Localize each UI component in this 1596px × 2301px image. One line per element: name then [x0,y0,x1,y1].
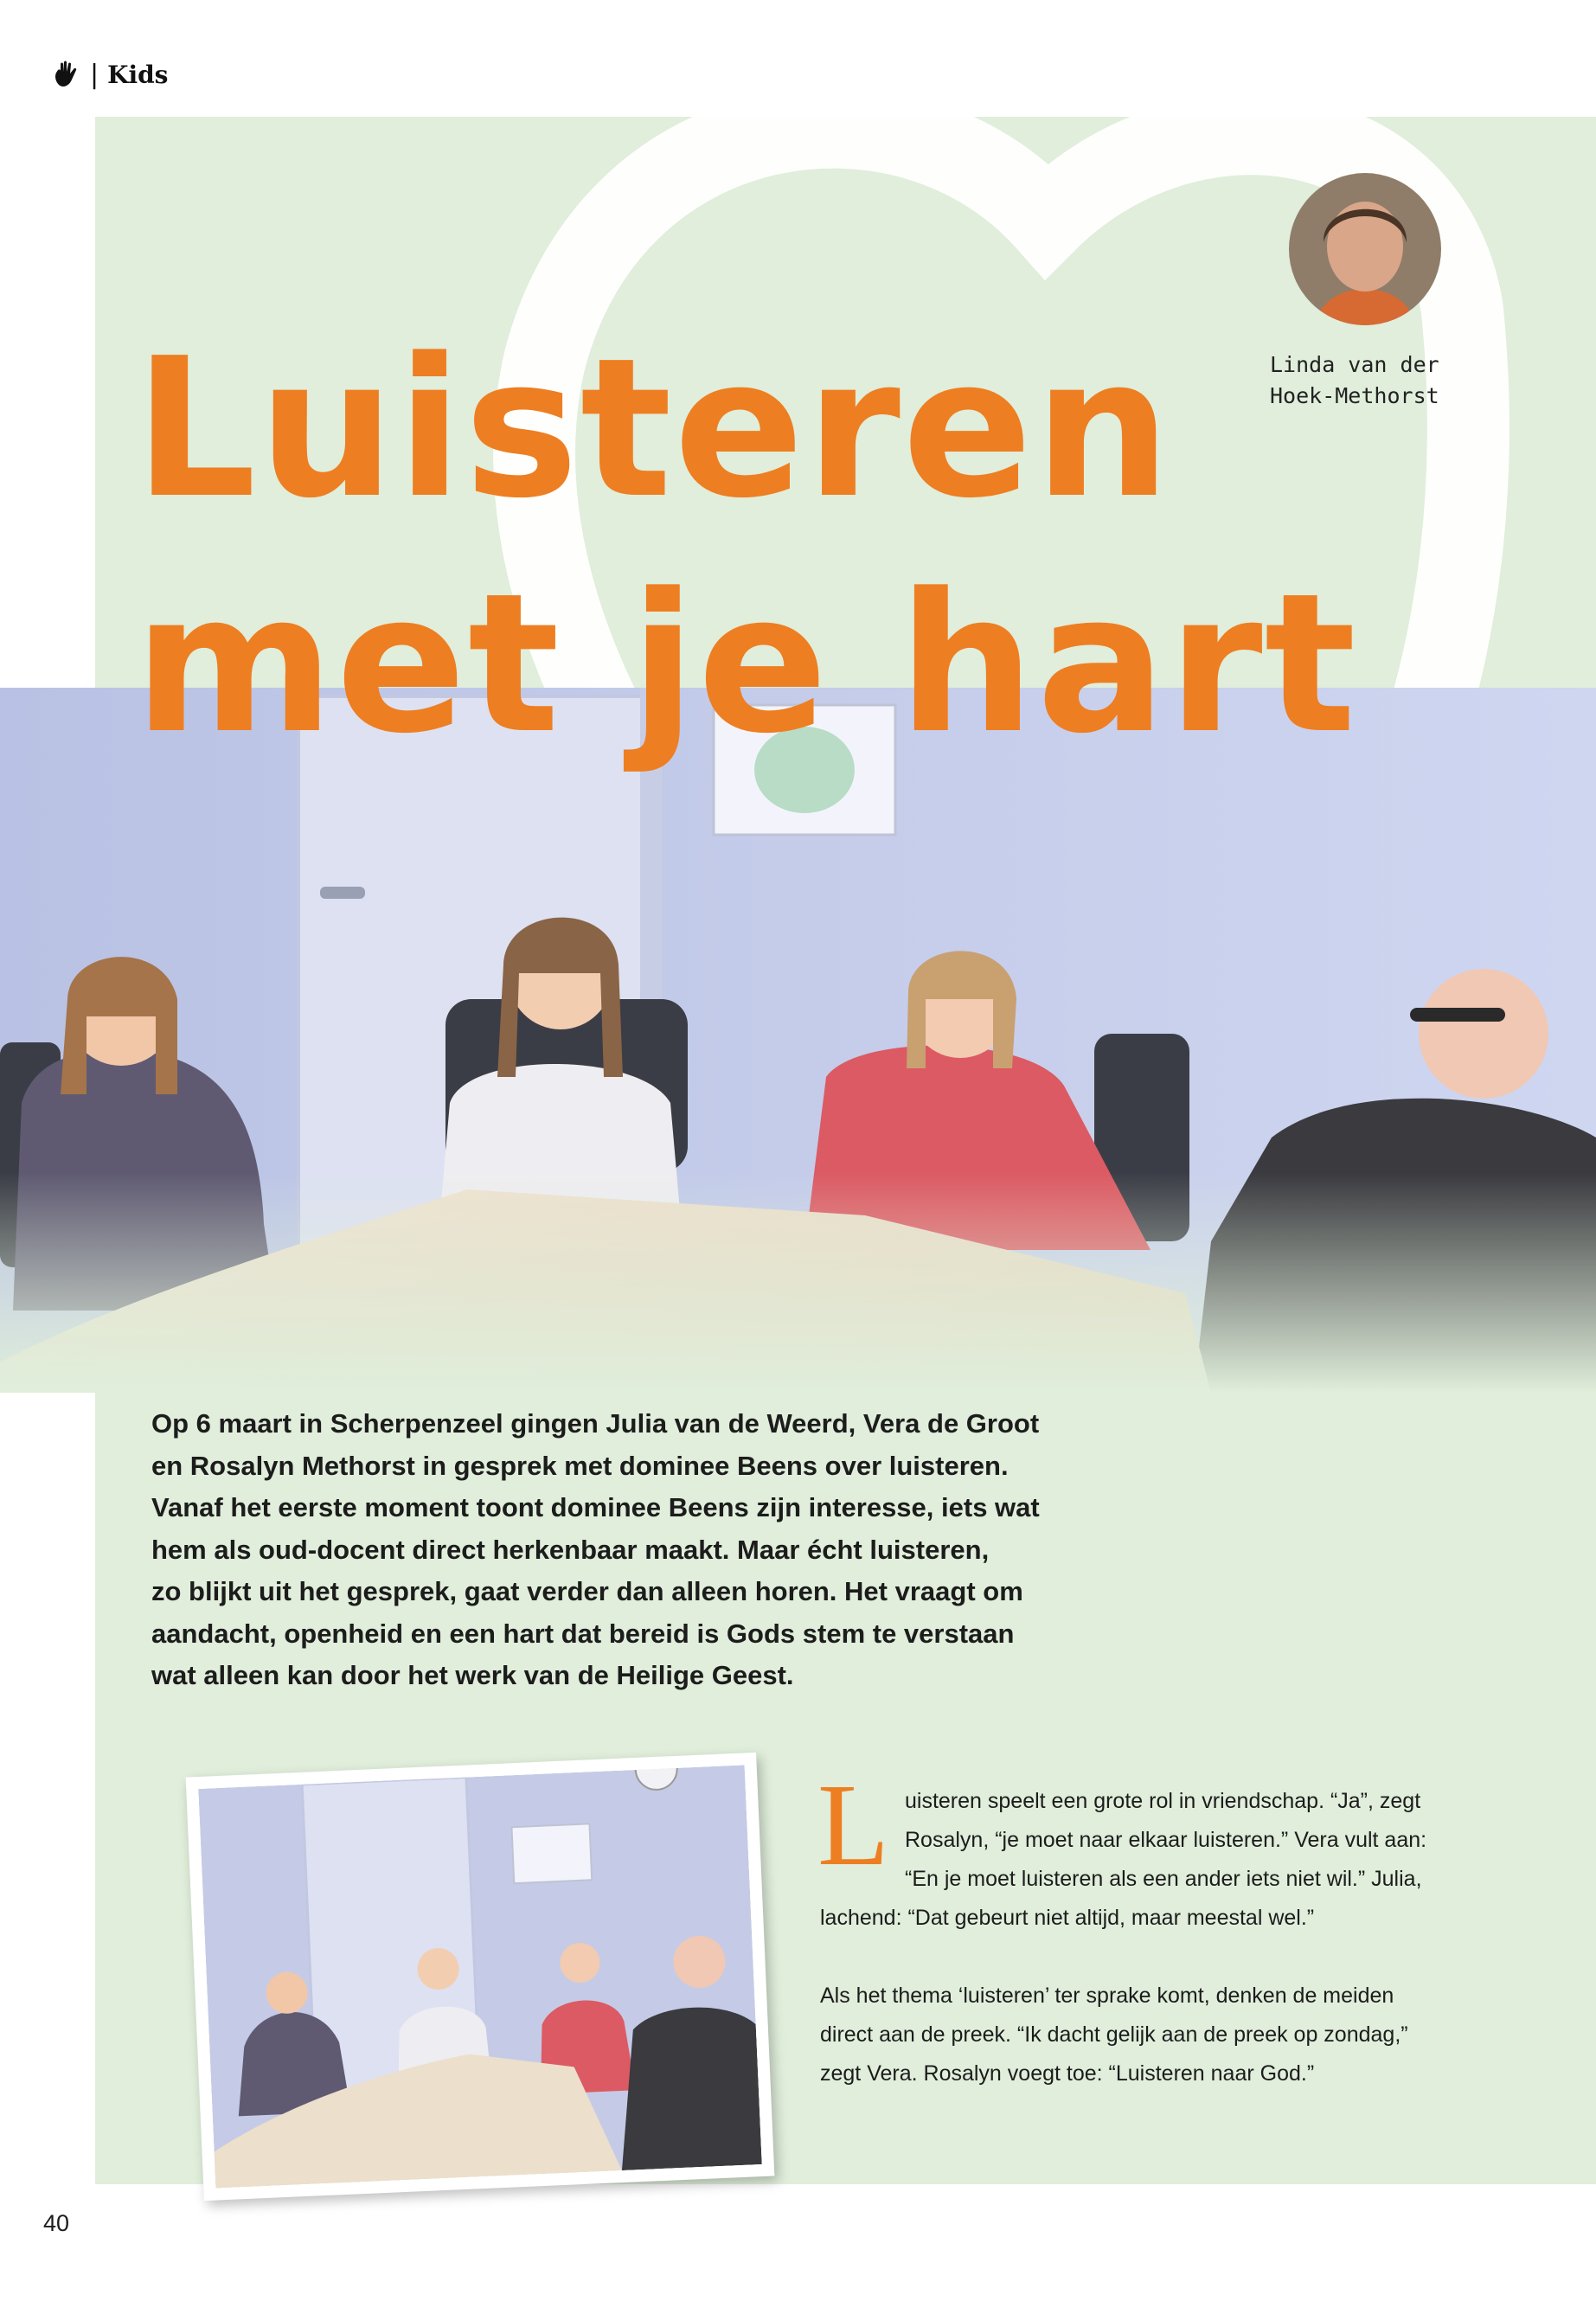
author-name-line-2: Hoek-Methorst [1270,383,1439,408]
hand-icon [50,59,81,90]
article-line: zegt Vera. Rosalyn voegt toe: “Luisteren naar God.” [820,2061,1315,2086]
intro-line: aandacht, openheid en een hart dat bereid is Gods stem te verstaan [151,1618,1015,1649]
section-separator: | [90,59,99,90]
title-line-1: Luisteren [134,317,1173,541]
intro-line: zo blijkt uit het gesprek, gaat verder dan alleen horen. Het vraagt om [151,1576,1023,1606]
intro-paragraph [151,1403,1103,1697]
title-line-2: met je hart [134,553,1358,776]
article-line: lachend: “Dat gebeurt niet altijd, maar meestal wel.” [820,1906,1315,1930]
article-line: uisteren speelt een grote rol in vriendschap. “Ja”, zegt [905,1789,1421,1813]
intro-line: Vanaf het eerste moment toont dominee Beens zijn interesse, iets wat [151,1492,1040,1522]
article-line: Rosalyn, “je moet naar elkaar luisteren.” Vera vult aan: [905,1828,1427,1852]
drop-cap: L [817,1760,890,1890]
intro-line: Op 6 maart in Scherpenzeel gingen Julia van de Weerd, Vera de Groot [151,1408,1040,1439]
article-line: Als het thema ‘luisteren’ ter sprake komt, denken de meiden [820,1984,1394,2008]
section-tag [50,57,168,92]
article-body [820,1782,1477,2093]
hero-photo [0,688,1596,1393]
intro-line: hem als oud-docent direct herkenbaar maakt. Maar écht luisteren, [151,1534,990,1565]
section-label: Kids [107,60,169,89]
secondary-photo [186,1753,775,2201]
intro-line: en Rosalyn Methorst in gesprek met dominee Beens over luisteren. [151,1450,1009,1481]
paragraph-gap [820,1938,1477,1977]
article-line: “En je moet luisteren als een ander iets niet wil.” Julia, [905,1867,1422,1891]
article-line: direct aan de preek. “Ik dacht gelijk aan de preek op zondag,” [820,2022,1408,2047]
intro-line: wat alleen kan door het werk van de Heilige Geest. [151,1660,794,1690]
author-name [1270,349,1469,412]
page-number: 40 [43,2210,70,2236]
author-name-line-1: Linda van der [1270,352,1439,377]
author-avatar [1289,173,1441,325]
